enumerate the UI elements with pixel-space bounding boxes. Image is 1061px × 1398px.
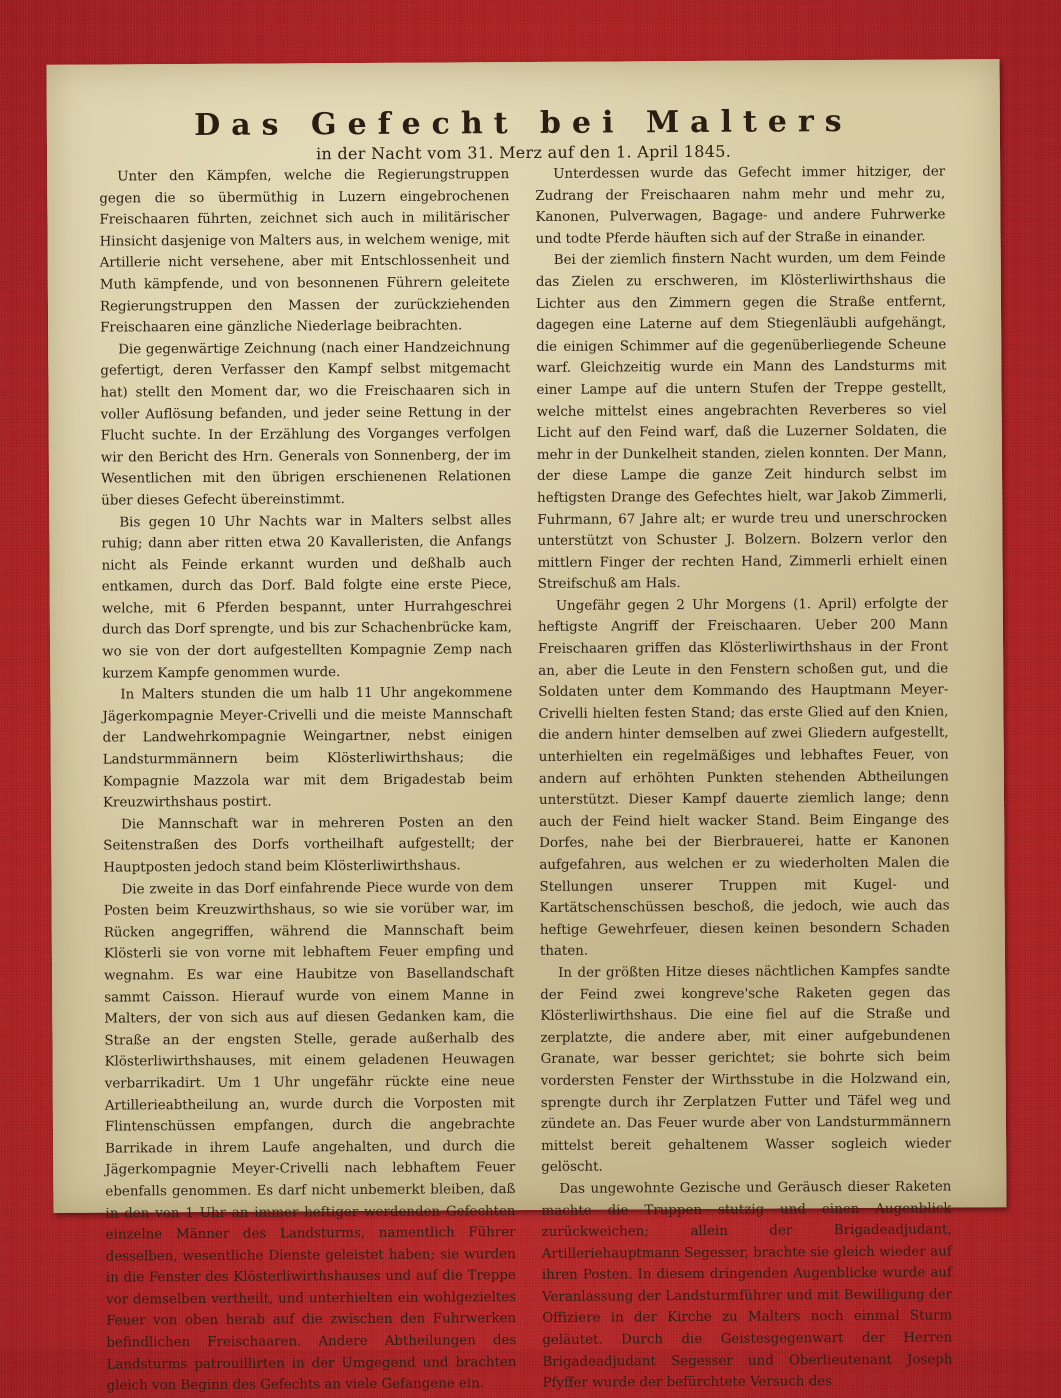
paragraph: Die gegenwärtige Zeichnung (nach einer Handzeichnung gefertigt, deren Verfasser den Kampf selbst mitgemacht hat) stellt den Moment dar, wo die Freischaaren sich in voller Auflösung befanden, und jeder seine Rettung in der Flucht suchte. In der Erzählung des Vorganges verfolgen wir den Bericht des Hrn. Generals von Sonnenberg, der im Wesentlichen mit den übrigen erschienenen Relationen über dieses Gefecht übereinstimmt. [100, 339, 512, 509]
article-header [47, 103, 1000, 165]
paragraph: Unterdessen wurde das Gefecht immer hitziger, der Zudrang der Freischaaren nahm mehr und mehr zu, Kanonen, Pulverwagen, Bagage- und andere Fuhrwerke und todte Pferde häuften sich auf der Straße in einander. [535, 164, 946, 247]
paragraph: Das ungewohnte Gezische und Geräusch dieser Raketen machte die Truppen stutzig und einen Augenblick zurückweichen; allein der Brigadeadjudant, Artilleriehauptmann Segesser, brachte sie gleich wieder auf ihren Posten. In diesem dringenden Augenblicke wurde auf Veranlassung der Landsturmführer und mit Bewilligung der Offiziere in der Kirche zu Malters noch einmal Sturm geläutet. Durch die Geistesgegenwart der Herren Brigadeadjudant Segesser und Oberlieutenant Joseph Pfyffer wurde der befürchtete Versuch des [541, 1179, 953, 1392]
paragraph: Unter den Kämpfen, welche die Regierungstruppen gegen die so übermüthig in Luzern eingebrochenen Freischaaren führten, zeichnet sich auch in militärischer Hinsicht dasjenige von Malters aus, in welchem wenige, mit Artillerie nicht versehene, aber mit Entschlossenheit und Muth kämpfende, und von besonnenen Führern geleitete Regierungstruppen den Massen der zurückziehenden Freischaaren eine gänzliche Niederlage beibrachten. [99, 167, 511, 336]
left-column [99, 164, 517, 1397]
paragraph: Bis gegen 10 Uhr Nachts war in Malters selbst alles ruhig; dann aber ritten etwa 20 Kavalleristen, die Anfangs nicht als Feinde erkannt wurden und deßhalb auch entkamen, durch das Dorf. Bald folgte eine erste Piece, welche, mit 6 Pferden bespannt, unter Hurrahgeschrei durch das Dorf sprengte, und bis zur Schachenbrücke kam, wo sie von der dort aufgestellten Kompagnie Zemp nach kurzem Kampfe genommen wurde. [101, 512, 513, 682]
paragraph: Die Mannschaft war in mehreren Posten an den Seitenstraßen des Dorfs vortheilhaft aufgestellt; der Hauptposten jedoch stand beim Klösterliwirthshaus. [103, 814, 514, 876]
paragraph: In der größten Hitze dieses nächtlichen Kampfes sandte der Feind zwei kongreve'sche Raketen gegen das Klösterliwirthshaus. Die eine fiel auf die Straße und zerplatzte, die andere aber, mit einer aufgebundenen Granate, war besser gerichtet; sie bohrte sich beim vordersten Fenster der Wirthsstube in die Holzwand ein, sprengte durch ihr Zerplatzen Futter und Täfel weg und zündete an. Das Feuer wurde aber von Landsturmmännern mittelst bereit gehaltenem Wasser sogleich wieder gelöscht. [540, 963, 952, 1176]
right-column [535, 161, 953, 1394]
article-subtitle: in der Nacht vom 31. Merz auf den 1. April 1845. [315, 141, 732, 164]
paragraph: Bei der ziemlich finstern Nacht wurden, um dem Feinde das Zielen zu erschweren, im Klösterliwirthshaus die Lichter aus den Zimmern gegen die Straße entfernt, dagegen eine Laterne auf dem Stiegenläubli aufgehängt, die einigen Schimmer auf die gegenüberliegende Scheune warf. Gleichzeitig wurde ein Mann des Landsturms mit einer Lampe auf die untern Stufen der Treppe gestellt, welche mittelst eines angebrachten Reverberes so viel Licht auf den Feind warf, daß die Luzerner Soldaten, die mehr in der Dunkelheit standen, zielen konnten. Der Mann, der diese Lampe die ganze Zeit hindurch selbst im heftigsten Drange des Gefechtes hielt, war Jakob Zimmerli, Fuhrmann, 67 Jahre alt; er wurde treu und unerschrocken unterstützt von Schuster J. Bolzern. Bolzern verlor den mittlern Finger der rechten Hand, Zimmerli erhielt einen Streifschuß am Hals. [535, 250, 948, 593]
newspaper-page [47, 59, 1007, 1394]
article-title: Das Gefecht bei Malters [194, 103, 853, 144]
paragraph: In Malters stunden die um halb 11 Uhr angekommene Jägerkompagnie Meyer-Crivelli und die meiste Mannschaft der Landwehrkompagnie Weingartner, nebst einigen Landsturmmännern beim Klösterliwirthshaus; die Kompagnie Mazzola war mit dem Brigadestab beim Kreuzwirthshaus postirt. [102, 685, 513, 811]
paragraph: Die zweite in das Dorf einfahrende Piece wurde von dem Posten beim Kreuzwirthshaus, so wie sie vorüber war, im Rücken angegriffen, während die Mannschaft beim Klösterli sie von vorne mit lebhaftem Feuer empfing und wegnahm. Es war eine Haubitze von Basellandschaft sammt Caisson. Hierauf wurde von einem Manne in Malters, der von sich aus auf diesen Gedanken kam, die Straße an der engsten Stelle, gerade außerhalb des Klösterliwirthshauses, mit einem geladenen Heuwagen verbarrikadirt. Um 1 Uhr ungefähr rückte eine neue Artillerieabtheilung an, wurde durch die Vorposten mit Flintenschüssen empfangen, durch die angebrachte Barrikade in ihrem Laufe angehalten, und durch die Jägerkompagnie Meyer-Crivelli nach lebhaftem Feuer ebenfalls genommen. Es darf nicht unbemerkt bleiben, daß in den von 1 Uhr an immer heftiger werdenden Gefechten einzelne Männer des Landsturms, namentlich Führer desselben, wesentliche Dienste geleistet haben; sie wurden in die Fenster des Klösterliwirthshauses und auf die Treppe vor demselben vertheilt, und unterhielten ein wohlgezieltes Feuer von oben herab auf die zwischen den Fuhrwerken befindlichen Freischaaren. Andere Abtheilungen des Landsturms patrouillirten in der Umgegend und brachten gleich von Beginn des Gefechts an viele Gefangene ein. [103, 879, 517, 1394]
paragraph: Ungefähr gegen 2 Uhr Morgens (1. April) erfolgte der heftigste Angriff der Freischaaren. Ueber 200 Mann Freischaaren griffen das Klösterliwirthshaus in der Front an, aber die Leute in den Fenstern schoßen gut, und die Soldaten unter dem Kommando des Hauptmann Meyer-Crivelli hielten festen Stand; das erste Glied auf den Knien, die andern hinter demselben auf zwei Gliedern aufgestellt, unterhielten ein regelmäßiges und lebhaftes Feuer, von andern auf erhöhten Punkten stehenden Abtheilungen unterstützt. Dieser Kampf dauerte ziemlich lange; denn auch der Feind hielt wacker Stand. Beim Eingange des Dorfes, nahe bei der Bierbrauerei, hatte er Kanonen aufgefahren, aus welchen er zu wiederholten Malen die Stellungen unserer Truppen mit Kugel- und Kartätschenschüssen beschoß, die jedoch, wie auch das heftige Gewehrfeuer, diesen keinen besondern Schaden thaten. [537, 596, 950, 960]
